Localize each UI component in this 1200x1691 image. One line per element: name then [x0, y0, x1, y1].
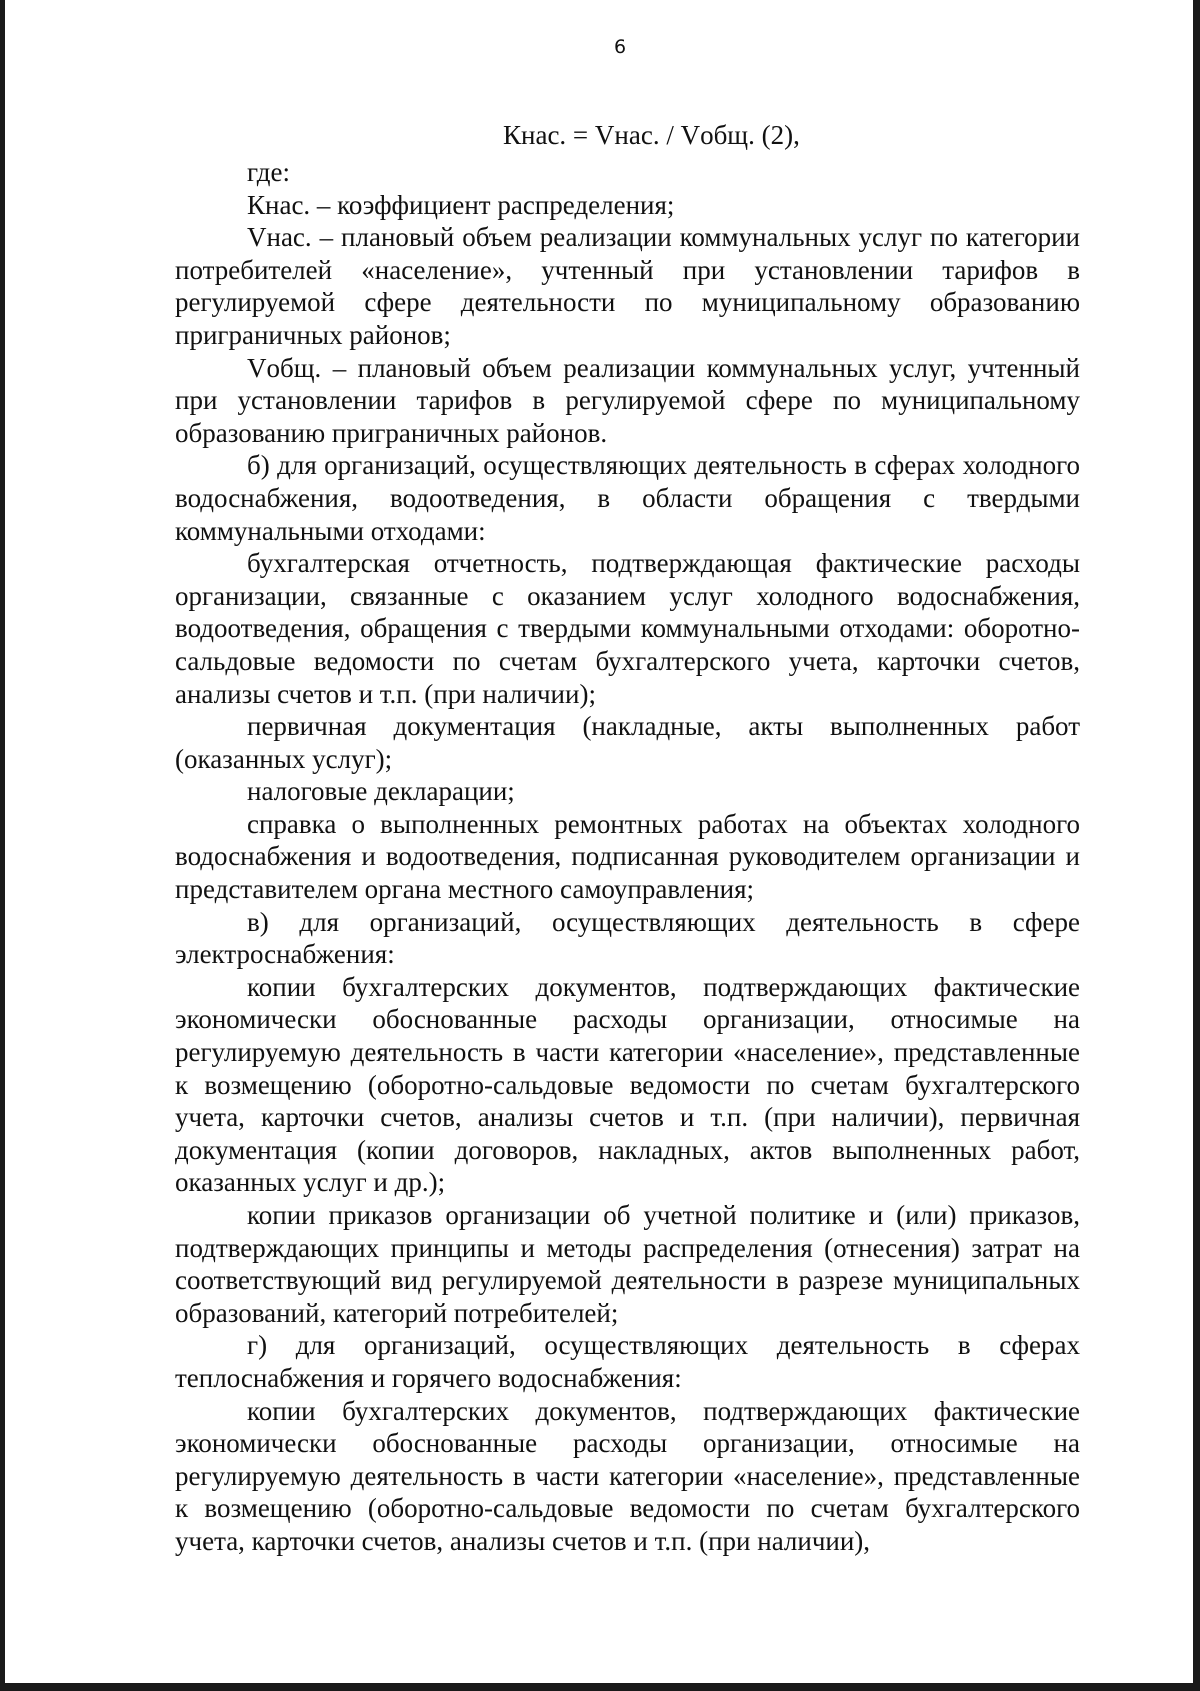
scan-border-bottom [0, 1683, 1200, 1691]
paragraph-knas-definition: Кнас. – коэффициент распределения; [247, 189, 675, 220]
document-body [175, 156, 1080, 1558]
paragraph-vnas-definition: Vнас. – плановый объем реализации коммунальных услуг по категории потребителей «население», учтенный при установлении тарифов в регулируемой сфере деятельности по муниципальному образованию приграничных районов; [175, 222, 1080, 350]
page-number: 6 [613, 36, 627, 58]
paragraph-vobsch-definition: Vобщ. – плановый объем реализации коммунальных услуг, учтенный при установлении тарифов в регулируемой сфере по муниципальному образованию приграничных районов. [175, 352, 1080, 448]
scan-border-left [0, 0, 5, 1691]
paragraph-tax-declarations: налоговые декларации; [247, 776, 515, 807]
paragraph-accounting-reports: бухгалтерская отчетность, подтверждающая фактические расходы организации, связанные с оказанием услуг холодного водоснабжения, водоотведения, обращения с твердыми коммунальными отходами: оборотно-сальдовые ведомости по счетам бухгалтерского учета, карточки счетов, анализы счетов и т.п. (при наличии); [175, 548, 1080, 709]
paragraph-where: где: [247, 157, 290, 187]
formula: Кнас. = Vнас. / Vобщ. (2), [503, 120, 800, 150]
scan-border-right [1193, 0, 1200, 1691]
paragraph-heat-documents: копии бухгалтерских документов, подтверждающих фактические экономически обоснованные расходы организации, относимые на регулируемую деятельность в части категории «население», представленные к возмещению (оборотно-сальдовые ведомости по счетам бухгалтерского учета, карточки счетов, анализы счетов и т.п. (при наличии), [175, 1395, 1080, 1556]
paragraph-item-b: б) для организаций, осуществляющих деятельность в сферах холодного водоснабжения, водоотведения, в области обращения с твердыми коммунальными отходами: [175, 450, 1080, 546]
paragraph-repair-certificate: справка о выполненных ремонтных работах на объектах холодного водоснабжения и водоотведения, подписанная руководителем организации и представителем органа местного самоуправления; [175, 808, 1080, 905]
paragraph-primary-documents: первичная документация (накладные, акты выполненных работ (оказанных услуг); [175, 711, 1080, 774]
paragraph-accounting-policy: копии приказов организации об учетной политике и (или) приказов, подтверждающих принципы и методы распределения (отнесения) затрат на соответствующий вид регулируемой деятельности в разрезе муниципальных образований, категорий потребителей; [175, 1200, 1080, 1328]
paragraph-electricity-documents: копии бухгалтерских документов, подтверждающих фактические экономически обоснованные расходы организации, относимые на регулируемую деятельность в части категории «население», представленные к возмещению (оборотно-сальдовые ведомости по счетам бухгалтерского учета, карточки счетов, анализы счетов и т.п. (при наличии), первичная документация (копии договоров, накладных, актов выполненных работ, оказанных услуг и др.); [175, 971, 1080, 1198]
paragraph-item-g: г) для организаций, осуществляющих деятельность в сферах теплоснабжения и горячего водоснабжения: [175, 1330, 1080, 1393]
paragraph-item-v: в) для организаций, осуществляющих деятельность в сфере электроснабжения: [175, 906, 1080, 970]
